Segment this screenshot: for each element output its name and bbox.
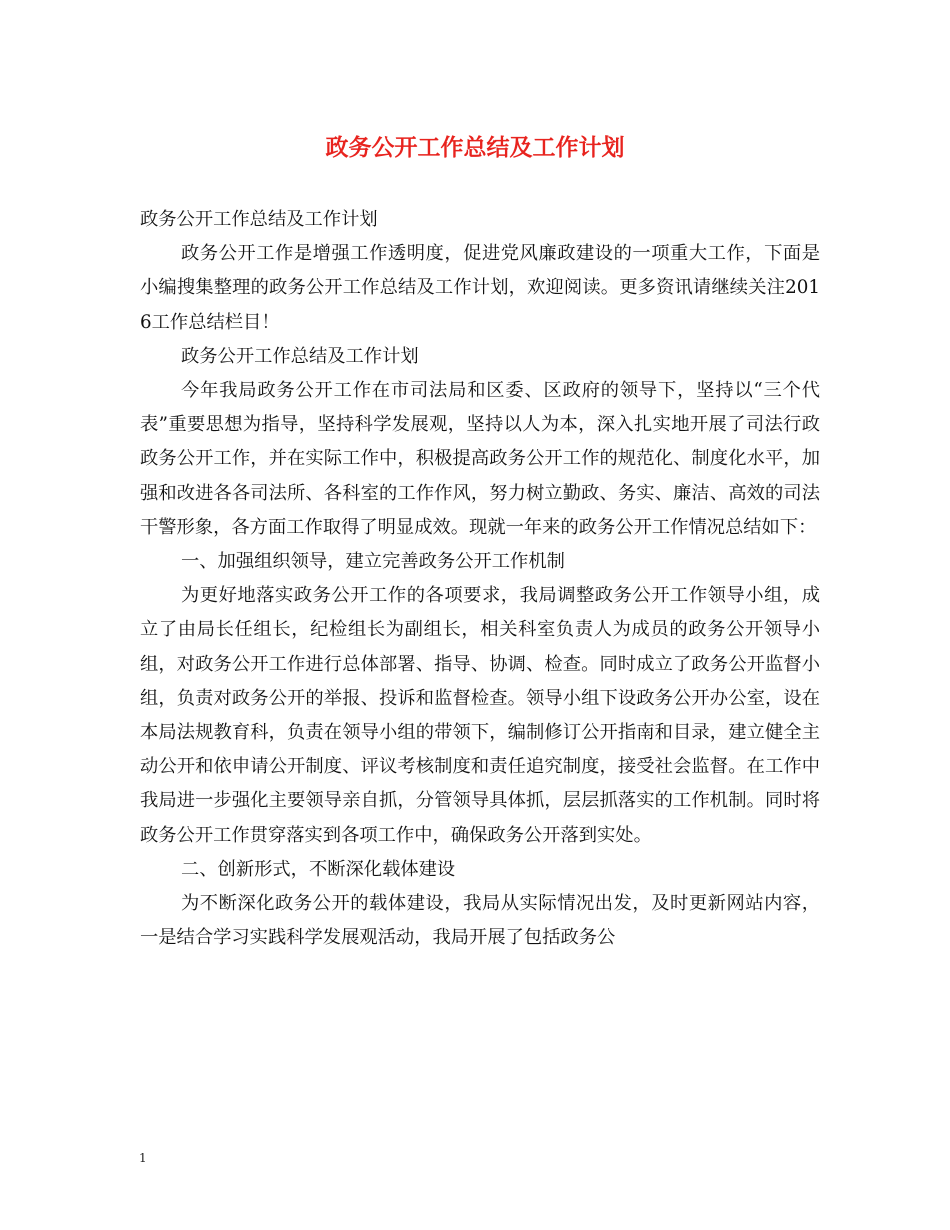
section-2-paragraph: 为不断深化政务公开的载体建设，我局从实际情况出发，及时更新网站内容，一是结合学习实践科学发展观活动，我局开展了包括政务公 [140, 893, 820, 949]
summary-paragraph: 今年我局政务公开工作在市司法局和区委、区政府的领导下，坚持以“三个代表”重要思想为指导，坚持科学发展观，坚持以人为本，深入扎实地开展了司法行政政务公开工作，并在实际工作中，积极提高政务公开工作的规范化、制度化水平，加强和改进各各司法所、各科室的工作作风，努力树立勤政、务实、廉洁、高效的司法干警形象，各方面工作取得了明显成效。现就一年来的政务公开工作情况总结如下： [140, 380, 820, 538]
body-heading: 政务公开工作总结及工作计划 [140, 209, 378, 230]
document-body [140, 203, 820, 955]
section-title: 政务公开工作总结及工作计划 [181, 345, 419, 367]
section-heading-2: 二、创新形式，不断深化载体建设 [181, 858, 456, 880]
document-title: 政务公开工作总结及工作计划 [325, 135, 625, 161]
intro-paragraph: 政务公开工作是增强工作透明度，促进党风廉政建设的一项重大工作，下面是小编搜集整理的政务公开工作总结及工作计划，欢迎阅读。更多资讯请继续关注2016工作总结栏目！ [140, 243, 820, 333]
page-number: 1 [139, 1151, 147, 1165]
section-heading-1: 一、加强组织领导，建立完善政务公开工作机制 [181, 551, 565, 573]
section-1-paragraph: 为更好地落实政务公开工作的各项要求，我局调整政务公开工作领导小组，成立了由局长任组长，纪检组长为副组长，相关科室负责人为成员的政务公开领导小组，对政务公开工作进行总体部署、指导、协调、检查。同时成立了政务公开监督小组，负责对政务公开的举报、投诉和监督检查。领导小组下设政务公开办公室，设在本局法规教育科，负责在领导小组的带领下，编制修订公开指南和目录，建立健全主动公开和依申请公开制度、评议考核制度和责任追究制度，接受社会监督。在工作中我局进一步强化主要领导亲自抓，分管领导具体抓，层层抓落实的工作机制。同时将政务公开工作贯穿落实到各项工作中，确保政务公开落到实处。 [140, 585, 820, 846]
